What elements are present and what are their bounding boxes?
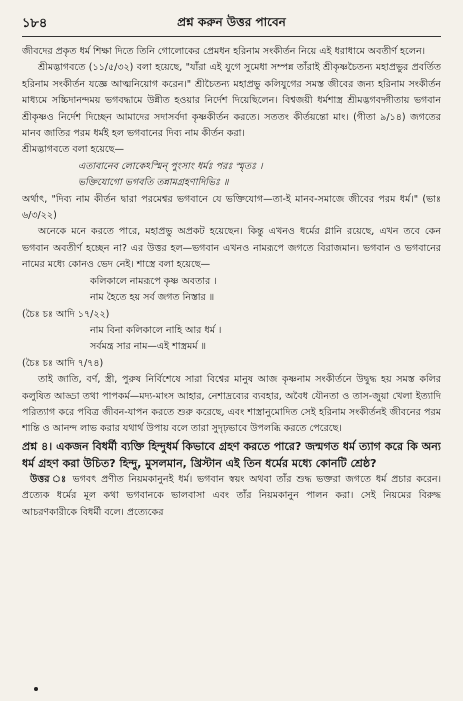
paragraph: তাই জাতি, বর্ণ, স্ত্রী, পুরুষ নির্বিশেষে সারা বিশ্বের মানুষ আজ কৃষ্ণনাম সংকীর্তনে উদ্বুদ্ধ হয় সমস্ত কলির কলুষিত আড্ডা তথা পাপকর্ম—মদ্য-মাংস আহার, নেশাদ্রব্যের ব্যবহার, অবৈধ যৌনতা ও তাস-জুয়া খেলা ইত্যাদি পরিত্যাগ করে পবিত্র জীবন-যাপন করতে শুরু করেছে, এবং শাস্ত্রানুমোদিত সেই হরিনাম সংকীর্তনই জীবনের পরম শান্তি ও আনন্দ লাভ করার যথার্থ উপায় বলে তারা সুদৃঢ়ভাবে উপলব্ধি করতে পেরেছে। bbox=[22, 374, 441, 435]
running-title: প্রশ্ন করুন উত্তর পাবেন bbox=[177, 15, 286, 29]
question-heading: প্রশ্ন ৪। একজন বিধর্মী ব্যক্তি হিন্দুধর্ম কিভাবে গ্রহণ করতে পারে? জন্মগত ধর্ম ত্যাগ করে কি অন্য ধর্ম গ্রহণ করা উচিত? হিন্দু, মুসলমান, খ্রিস্টান এই তিন ধর্মের মধ্যে কোনটি শ্রেষ্ঠ? bbox=[22, 439, 441, 470]
page-body bbox=[22, 44, 441, 687]
paragraph: শ্রীমদ্ভাগবতে বলা হয়েছে— bbox=[22, 144, 125, 156]
verse-reference: (চৈঃ চঃ আদি ১৭/২২) bbox=[22, 308, 110, 320]
sanskrit-verse-line: এতাবানেব লোকেঽস্মিন্ পুংসাং ধর্মঃ পরঃ স্মৃতঃ । bbox=[78, 160, 263, 172]
header-rule bbox=[22, 36, 441, 37]
page-header bbox=[22, 14, 441, 34]
paragraph: অনেকে মনে করতে পারে, মহাপ্রভু অপ্রকট হয়েছেন। কিন্তু এখনও ধর্মের গ্লানি রয়েছে, এখন তবে কেন ভগবান অবতীর্ণ হচ্ছেন না? এর উত্তর হল—ভগবান এখনও নামরূপে জগতে বিরাজমান। ভগবান ও ভগবানের নামের মধ্যে কোনও ভেদ নেই। শাস্ত্রে বলা হয়েছে— bbox=[22, 226, 441, 271]
ink-dot bbox=[34, 687, 38, 691]
verse-line: কলিকালে নামরূপে কৃষ্ণ অবতার । bbox=[90, 275, 217, 287]
paragraph: জীবদের প্রকৃত ধর্ম শিক্ষা দিতে তিনি গোলোকের প্রেমধন হরিনাম সংকীর্তন নিয়ে এই ধরাধামে অবতীর্ণ হলেন। bbox=[22, 46, 426, 57]
answer-text: ভগবৎ প্রণীত নিয়মকানুনই ধর্ম। ভগবান স্বয়ং অথবা তাঁর শুদ্ধ ভক্তরা জগতে ধর্ম প্রচার করেন। প্রত্যেক ধর্মের মূল কথা ভগবানকে ভালবাসা এবং তাঁর নিয়মকানুন পালন করা। সেই নিয়মের বিরুদ্ধ আচরণকারীকে বিধর্মী বলে। প্রত্যেকের bbox=[22, 473, 441, 518]
paragraph: শ্রীমদ্ভাগবতে (১১/৫/৩২) বলা হয়েছে, "যাঁরা এই যুগে সুমেধা সম্পন্ন তাঁরাই শ্রীকৃষ্ণচৈতন্য মহাপ্রভুর প্রবর্তিত হরিনাম সংকীর্তন যজ্ঞে আত্মনিয়োগ করেন।" শ্রীচৈতন্য মহাপ্রভু কলিযুগের সমস্ত জীবের জন্য হরিনাম সংকীর্তন মাধ্যমে সচ্চিদানন্দময় ভগবদ্ধামে উন্নীত হওয়ার নির্দেশ দিয়েছিলেন। বিশ্বজয়ী ধর্মশাস্ত্র শ্রীমদ্ভগবদ্গীতায় ভগবান শ্রীকৃষ্ণও নির্দেশ দিচ্ছেন আমাদের সদাসর্বদা কৃষ্ণকীর্তন করতে। সততং কীর্তয়ন্তো মাং। (গীতা ৯/১৪) জগতের মানব জাতির পরম ধর্মই হল ভগবানের দিব্য নাম কীর্তন করা। bbox=[22, 62, 441, 140]
verse-reference: (চৈঃ চঃ আদি ৭/৭৪) bbox=[22, 357, 104, 369]
answer-paragraph bbox=[22, 472, 441, 521]
sanskrit-verse-line: ভক্তিযোগো ভগবতি তন্নামগ্রহণাদিভিঃ ॥ bbox=[78, 177, 229, 189]
verse-line: সর্বমন্ত্র সার নাম—এই শাস্ত্রমর্ম ॥ bbox=[90, 341, 206, 353]
verse-line: নাম হৈতে হয় সর্ব জগত নিস্তার ॥ bbox=[90, 292, 215, 304]
paragraph: অর্থাৎ, "দিব্য নাম কীর্তন দ্বারা পরমেশ্বর ভগবানে যে ভক্তিযোগ—তা-ই মানব-সমাজে জীবের পরম ধর্ম।" (ভাঃ ৬/৩/২২) bbox=[22, 193, 441, 222]
page-number: ১৮৪ bbox=[22, 16, 48, 31]
verse-line: নাম বিনা কলিকালে নাহি আর ধর্ম । bbox=[90, 324, 222, 336]
answer-label: উত্তর ঃ bbox=[30, 473, 68, 485]
